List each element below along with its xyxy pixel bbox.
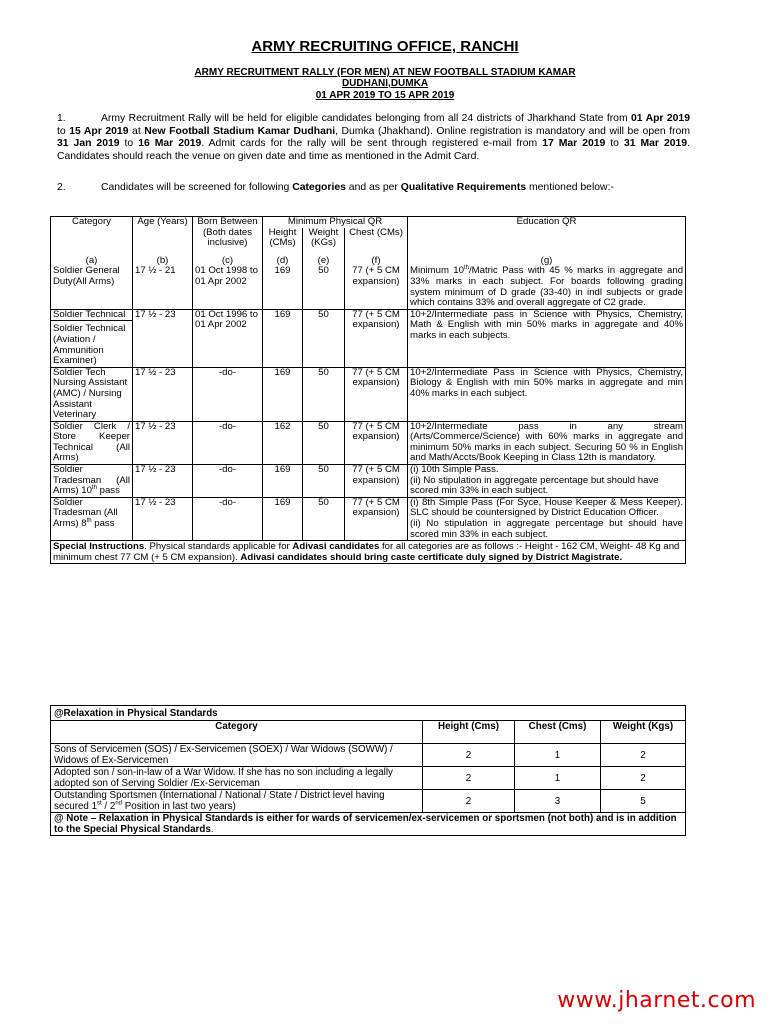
born-cell: -do- bbox=[193, 465, 263, 498]
special-instructions-row bbox=[51, 541, 686, 564]
weight-cell: 50 bbox=[303, 266, 345, 309]
category-cell: Soldier Technical (Aviation / Ammunition Examiner) bbox=[51, 321, 133, 367]
header-age: Age (Years) bbox=[133, 217, 193, 249]
height-cell: 2 bbox=[423, 790, 515, 813]
category-cell: Soldier Tech Nursing Assistant (AMC) / Nursing Assistant Veterinary bbox=[51, 367, 133, 421]
chest-cell: 77 (+ 5 CM expansion) bbox=[345, 309, 408, 367]
chest-cell: 1 bbox=[515, 744, 601, 767]
header-chest: Chest (Cms) bbox=[515, 721, 601, 744]
header-category: Category bbox=[51, 721, 423, 744]
height-cell: 169 bbox=[263, 367, 303, 421]
age-cell: 17 ½ - 23 bbox=[133, 421, 193, 464]
paragraph-1: 1. Army Recruitment Rally will be held for eligible candidates belonging from all 24 districts of Jharkhand State from 01 Apr 2019 to 15 Apr 2019 at New Football Stadium Kamar Dudhani, Dumka (Jhakhand). Online registration is mandatory and will be open from 31 Jan 2019 to 16 Mar 2019. Admit cards for the rally will be sent through registered e-mail from 17 Mar 2019 to 31 Mar 2019. Candidates should reach the venue on given date and time as mentioned in the Admit Card. bbox=[57, 113, 690, 162]
weight-cell: 50 bbox=[303, 367, 345, 421]
column-letter-row: (a) (b) (c) (d) (e) (f) (g) bbox=[51, 249, 686, 267]
age-cell: 17 ½ - 23 bbox=[133, 309, 193, 367]
table-row bbox=[51, 367, 686, 421]
born-cell: -do- bbox=[193, 497, 263, 540]
height-cell: 2 bbox=[423, 744, 515, 767]
height-cell: 162 bbox=[263, 421, 303, 464]
header-category: Category bbox=[51, 217, 133, 249]
header-weight: Weight (KGs) bbox=[303, 228, 345, 249]
born-cell: -do- bbox=[193, 421, 263, 464]
chest-cell: 77 (+ 5 CM expansion) bbox=[345, 421, 408, 464]
relaxation-heading-row bbox=[51, 706, 686, 721]
weight-cell: 50 bbox=[303, 421, 345, 464]
table-row bbox=[51, 767, 686, 790]
header-height: Height (Cms) bbox=[423, 721, 515, 744]
relaxation-header-row bbox=[51, 721, 686, 744]
category-cell: Soldier Tradesman (All Arms) 10th pass bbox=[51, 465, 133, 498]
header-chest: Chest (CMs) bbox=[345, 228, 408, 249]
header-weight: Weight (Kgs) bbox=[601, 721, 686, 744]
table-row bbox=[51, 421, 686, 464]
age-cell: 17 ½ - 23 bbox=[133, 497, 193, 540]
chest-cell: 3 bbox=[515, 790, 601, 813]
header-min-physical: Minimum Physical QR bbox=[263, 217, 408, 228]
table-row bbox=[51, 465, 686, 498]
education-cell: (i) 8th Simple Pass (For Syce, House Keeper & Mess Keeper). SLC should be countersigned by District Education Officer. (ii) No stipulation in aggregate percentage but should have scored min 33% in each subject. bbox=[408, 497, 686, 540]
relaxation-note-row bbox=[51, 813, 686, 836]
table-row bbox=[51, 266, 686, 309]
education-cell: (i) 10th Simple Pass. (ii) No stipulation in aggregate percentage but should have scored min 33% in each subject. bbox=[408, 465, 686, 498]
relaxation-note: @ Note – Relaxation in Physical Standards is either for wards of servicemen/ex-servicemen or sportsmen (not both) and is in addition to the Special Physical Standards. bbox=[51, 813, 686, 836]
education-cell: 10+2/Intermediate pass in any stream (Arts/Commerce/Science) with 60% marks in aggregate and minimum 50% marks in each subject. Securing 50 % in English and Math/Accts/Book Keeping in Class 12th is mandatory. bbox=[408, 421, 686, 464]
age-cell: 17 ½ - 23 bbox=[133, 465, 193, 498]
category-cell: Outstanding Sportsmen (International / National / State / District level having secured 1st / 2nd Position in last two years) bbox=[51, 790, 423, 813]
rally-heading-line-1: ARMY RECRUITMENT RALLY (FOR MEN) AT NEW FOOTBALL STADIUM KAMAR bbox=[194, 67, 576, 78]
height-cell: 169 bbox=[263, 309, 303, 367]
rally-dates: 01 APR 2019 TO 15 APR 2019 bbox=[315, 90, 455, 101]
special-instructions: Special Instructions. Physical standards applicable for Adivasi candidates for all categories are as follows :- Height - 162 CM, Weight- 48 Kg and minimum chest 77 CM (+ 5 CM expansion). Adivasi candidates should bring caste certificate duly signed by District Magistrate. bbox=[51, 541, 686, 564]
born-cell: -do- bbox=[193, 367, 263, 421]
chest-cell: 77 (+ 5 CM expansion) bbox=[345, 367, 408, 421]
weight-cell: 50 bbox=[303, 497, 345, 540]
weight-cell: 2 bbox=[601, 744, 686, 767]
category-cell: Sons of Servicemen (SOS) / Ex-Servicemen (SOEX) / War Widows (SOWW) / Widows of Ex-Servicemen bbox=[51, 744, 423, 767]
weight-cell: 2 bbox=[601, 767, 686, 790]
height-cell: 169 bbox=[263, 465, 303, 498]
table-row bbox=[51, 309, 686, 321]
weight-cell: 50 bbox=[303, 309, 345, 367]
website-watermark: www.jharnet.com bbox=[557, 988, 756, 1013]
header-born: Born Between (Both dates inclusive) bbox=[193, 217, 263, 249]
relaxation-heading: @Relaxation in Physical Standards bbox=[51, 706, 686, 721]
chest-cell: 77 (+ 5 CM expansion) bbox=[345, 497, 408, 540]
chest-cell: 77 (+ 5 CM expansion) bbox=[345, 465, 408, 498]
weight-cell: 5 bbox=[601, 790, 686, 813]
paragraph-2: 2. Candidates will be screened for following Categories and as per Qualitative Requirements mentioned below:- bbox=[57, 182, 614, 193]
table-row bbox=[51, 744, 686, 767]
born-cell: 01 Oct 1996 to 01 Apr 2002 bbox=[193, 309, 263, 367]
height-cell: 2 bbox=[423, 767, 515, 790]
height-cell: 169 bbox=[263, 497, 303, 540]
category-cell: Soldier General Duty(All Arms) bbox=[51, 266, 133, 309]
chest-cell: 1 bbox=[515, 767, 601, 790]
eligibility-table bbox=[50, 216, 686, 564]
weight-cell: 50 bbox=[303, 465, 345, 498]
education-cell: 10+2/Intermediate Pass in Science with Physics, Chemistry, Biology & English with min 50% marks in aggregate and min 40% marks in each subject. bbox=[408, 367, 686, 421]
header-height: Height (CMs) bbox=[263, 228, 303, 249]
relaxation-table bbox=[50, 705, 686, 836]
header-education: Education QR bbox=[408, 217, 686, 249]
category-cell: Soldier Clerk / Store Keeper Technical (All Arms) bbox=[51, 421, 133, 464]
table-row bbox=[51, 497, 686, 540]
paragraph-number: 2. bbox=[57, 182, 66, 193]
rally-heading-line-2: DUDHANI,DUMKA bbox=[341, 78, 429, 89]
chest-cell: 77 (+ 5 CM expansion) bbox=[345, 266, 408, 309]
education-cell: 10+2/Intermediate pass in Science with Physics, Chemistry, Math & English with min 50% marks in aggregate and 40% marks in each subjects. bbox=[408, 309, 686, 367]
category-cell: Adopted son / son-in-law of a War Widow. If she has no son including a legally adopted son of Serving Soldier /Ex-Serviceman bbox=[51, 767, 423, 790]
born-cell: 01 Oct 1998 to 01 Apr 2002 bbox=[193, 266, 263, 309]
education-cell: Minimum 10th/Matric Pass with 45 % marks in aggregate and 33% marks in each subject. For boards following grading system minimum of D grade (33-40) in indl subjects or grade which contains 33% and overall aggregate of C2 grade. bbox=[408, 266, 686, 309]
document-title: ARMY RECRUITING OFFICE, RANCHI bbox=[251, 38, 519, 55]
category-cell: Soldier Technical bbox=[51, 309, 133, 321]
category-cell: Soldier Tradesman (All Arms) 8th pass bbox=[51, 497, 133, 540]
age-cell: 17 ½ - 21 bbox=[133, 266, 193, 309]
age-cell: 17 ½ - 23 bbox=[133, 367, 193, 421]
paragraph-number: 1. bbox=[57, 113, 66, 124]
table-row bbox=[51, 790, 686, 813]
table-header-row bbox=[51, 217, 686, 228]
height-cell: 169 bbox=[263, 266, 303, 309]
